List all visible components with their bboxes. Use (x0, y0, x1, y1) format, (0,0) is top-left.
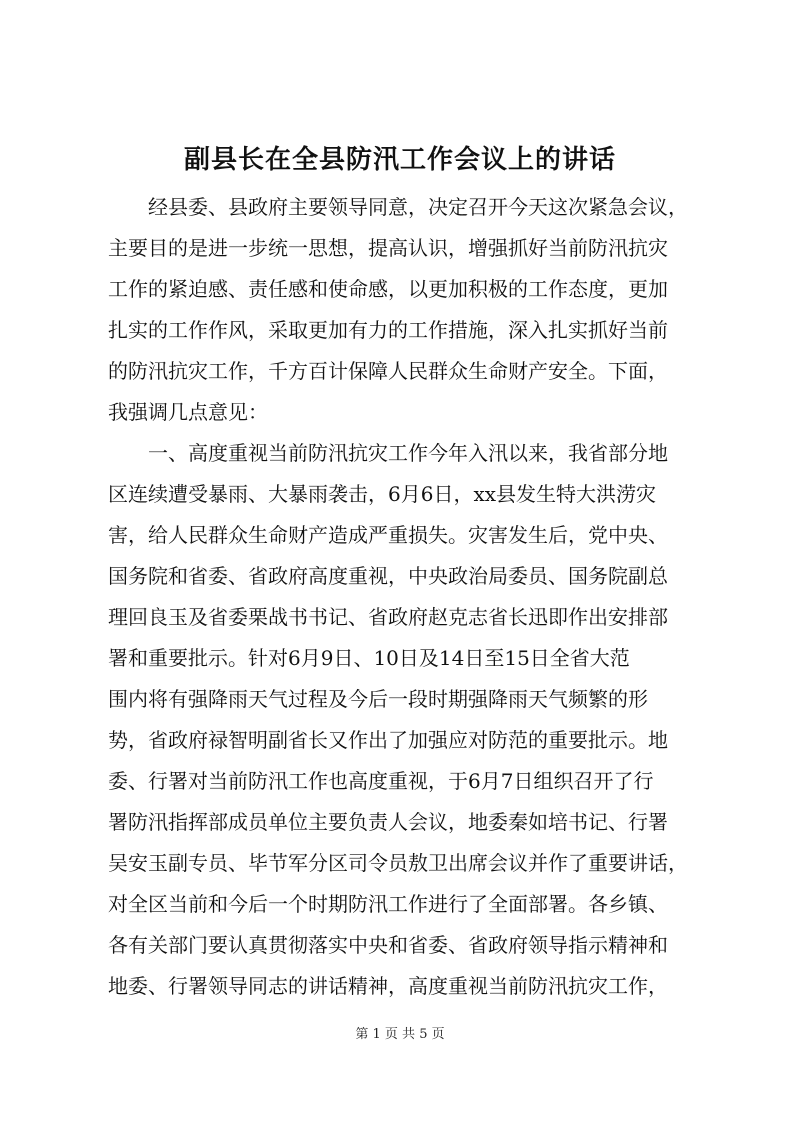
text-line: 吴安玉副专员、毕节军分区司令员敖卫出席会议并作了重要讲话， (108, 851, 688, 875)
document-title: 副县长在全县防汛工作会议上的讲话 (183, 145, 616, 175)
text-line: 主要目的是进一步统一思想，提高认识，增强抓好当前防汛抗灾 (108, 236, 668, 260)
text-line: 区连续遭受暴雨、大暴雨袭击，6月6日，xx县发生特大洪涝灾 (108, 482, 657, 506)
text-line: 围内将有强降雨天气过程及今后一段时期强降雨天气频繁的形 (108, 687, 648, 711)
text-line: 各有关部门要认真贯彻落实中央和省委、省政府领导指示精神和 (108, 933, 668, 957)
text-line: 理回良玉及省委栗战书书记、省政府赵克志省长迅即作出安排部 (108, 605, 668, 629)
text-line: 对全区当前和今后一个时期防汛工作进行了全面部署。各乡镇、 (108, 892, 668, 916)
text-line: 害，给人民群众生命财产造成严重损失。灾害发生后，党中央、 (108, 523, 668, 547)
text-line: 我强调几点意见： (108, 400, 268, 424)
text-line: 一、高度重视当前防汛抗灾工作今年入汛以来，我省部分地 (148, 441, 668, 465)
text-line: 委、行署对当前防汛工作也高度重视，于6月7日组织召开了行 (108, 769, 654, 793)
text-line: 的防汛抗灾工作，千方百计保障人民群众生命财产安全。下面， (108, 359, 668, 383)
text-line: 署防汛指挥部成员单位主要负责人会议，地委秦如培书记、行署 (108, 810, 668, 834)
page-number: 第 1 页 共 5 页 (355, 1027, 445, 1042)
text-line: 工作的紧迫感、责任感和使命感，以更加积极的工作态度，更加 (108, 277, 668, 301)
text-line: 署和重要批示。针对6月9日、10日及14日至15日全省大范 (108, 646, 630, 670)
text-line: 势，省政府禄智明副省长又作出了加强应对防范的重要批示。地 (108, 728, 668, 752)
text-line: 扎实的工作作风，采取更加有力的工作措施，深入扎实抓好当前 (108, 318, 668, 342)
text-line: 国务院和省委、省政府高度重视，中央政治局委员、国务院副总 (108, 564, 668, 588)
text-line: 经县委、县政府主要领导同意，决定召开今天这次紧急会议， (148, 195, 688, 219)
text-line: 地委、行署领导同志的讲话精神，高度重视当前防汛抗灾工作， (108, 974, 668, 998)
